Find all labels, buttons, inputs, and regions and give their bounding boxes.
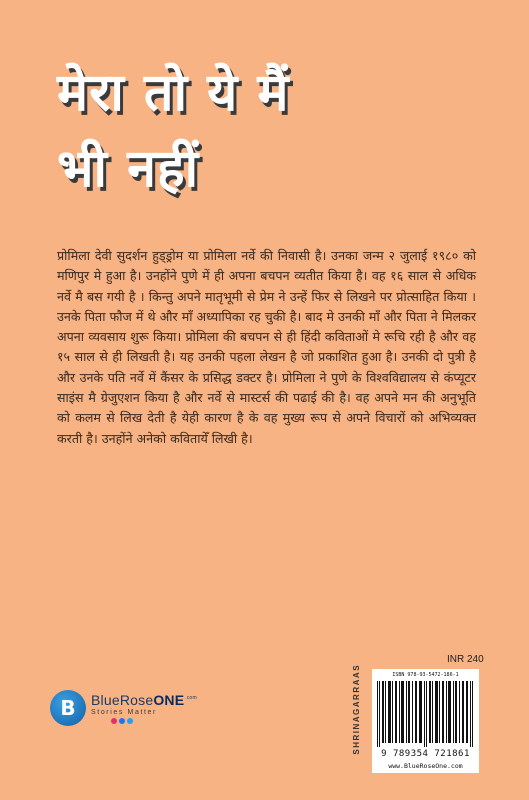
author-name-line-1: SHRINAGAR [352,692,361,755]
publisher-name-suffix: .com [185,695,197,702]
author-name-line-2: RAAS [352,664,361,693]
twitter-icon [127,718,133,724]
publisher-logo [50,690,197,726]
barcode-icon [377,681,474,747]
isbn-label: ISBN 978-93-5472-186-1 [392,672,459,678]
publisher-tagline: Stories Matter [91,709,157,716]
bluerose-logo-icon: B [50,690,86,726]
title-line-1: मेरा तो ये मैं [57,63,290,123]
facebook-icon [119,718,125,724]
publisher-website: www.BlueRoseOne.com [388,762,463,770]
publisher-name-part1: BlueRose [91,692,154,708]
social-icons [111,718,197,724]
isbn-barcode [372,669,479,773]
author-blurb: प्रोमिला देवी सुदर्शन हुड्ड्रोम या प्रोमिला नर्वे की निवासी है। उनका जन्म २ जुलाई १९८० को मणिपुर मे हुआ है। उनहोंने पुणे में ही अपना बचपन व्यतीत किया है। वह १६ साल से अधिक नर्वे मै बस गयी है । किन्तु अपने मातृभूमी से प्रेम ने उन्हें फिर से लिखने पर प्रोत्साहित किया । उनके पिता फौज में थे और माँ अध्यापिका रह चुकी है। बाद मे उनकी माँ और पिता ने मिलकर अपना व्यवसाय शुरू किया। प्रोमिला की बचपन से ही हिंदी कविताओं मे रूचि रही है और वह १५ साल से ही लिखती है। यह उनकी पहला लेखन है जो प्रकाशित हुआ है। उनकी दो पुत्री है और उनके पति नर्वे में कैंसर के प्रसिद्ध डक्टर है। प्रोमिला ने पुणे के विश्वविद्यालय से कंप्यूटर साइंस मै ग्रेजुएशन किया है और नर्वे से मास्टर्स की पढाई की है। वह अपने मन की अनुभूति को कलम से लिख देती है येही कारण है के वह मुख्य रूप से अपने विचारों को अभिव्यक्त करती है। उनहोंने अनेको कवितायेँ लिखी है। [57,248,476,446]
publisher-name [91,692,197,708]
book-title [57,55,497,207]
title-line-2: भी नहीं [57,139,200,199]
author-name-vertical [352,664,362,755]
price-label: INR 240 [447,654,484,665]
publisher-name-part2: ONE [153,692,185,708]
instagram-icon [111,718,117,724]
isbn-digits: 9 789354 721861 [381,749,470,759]
